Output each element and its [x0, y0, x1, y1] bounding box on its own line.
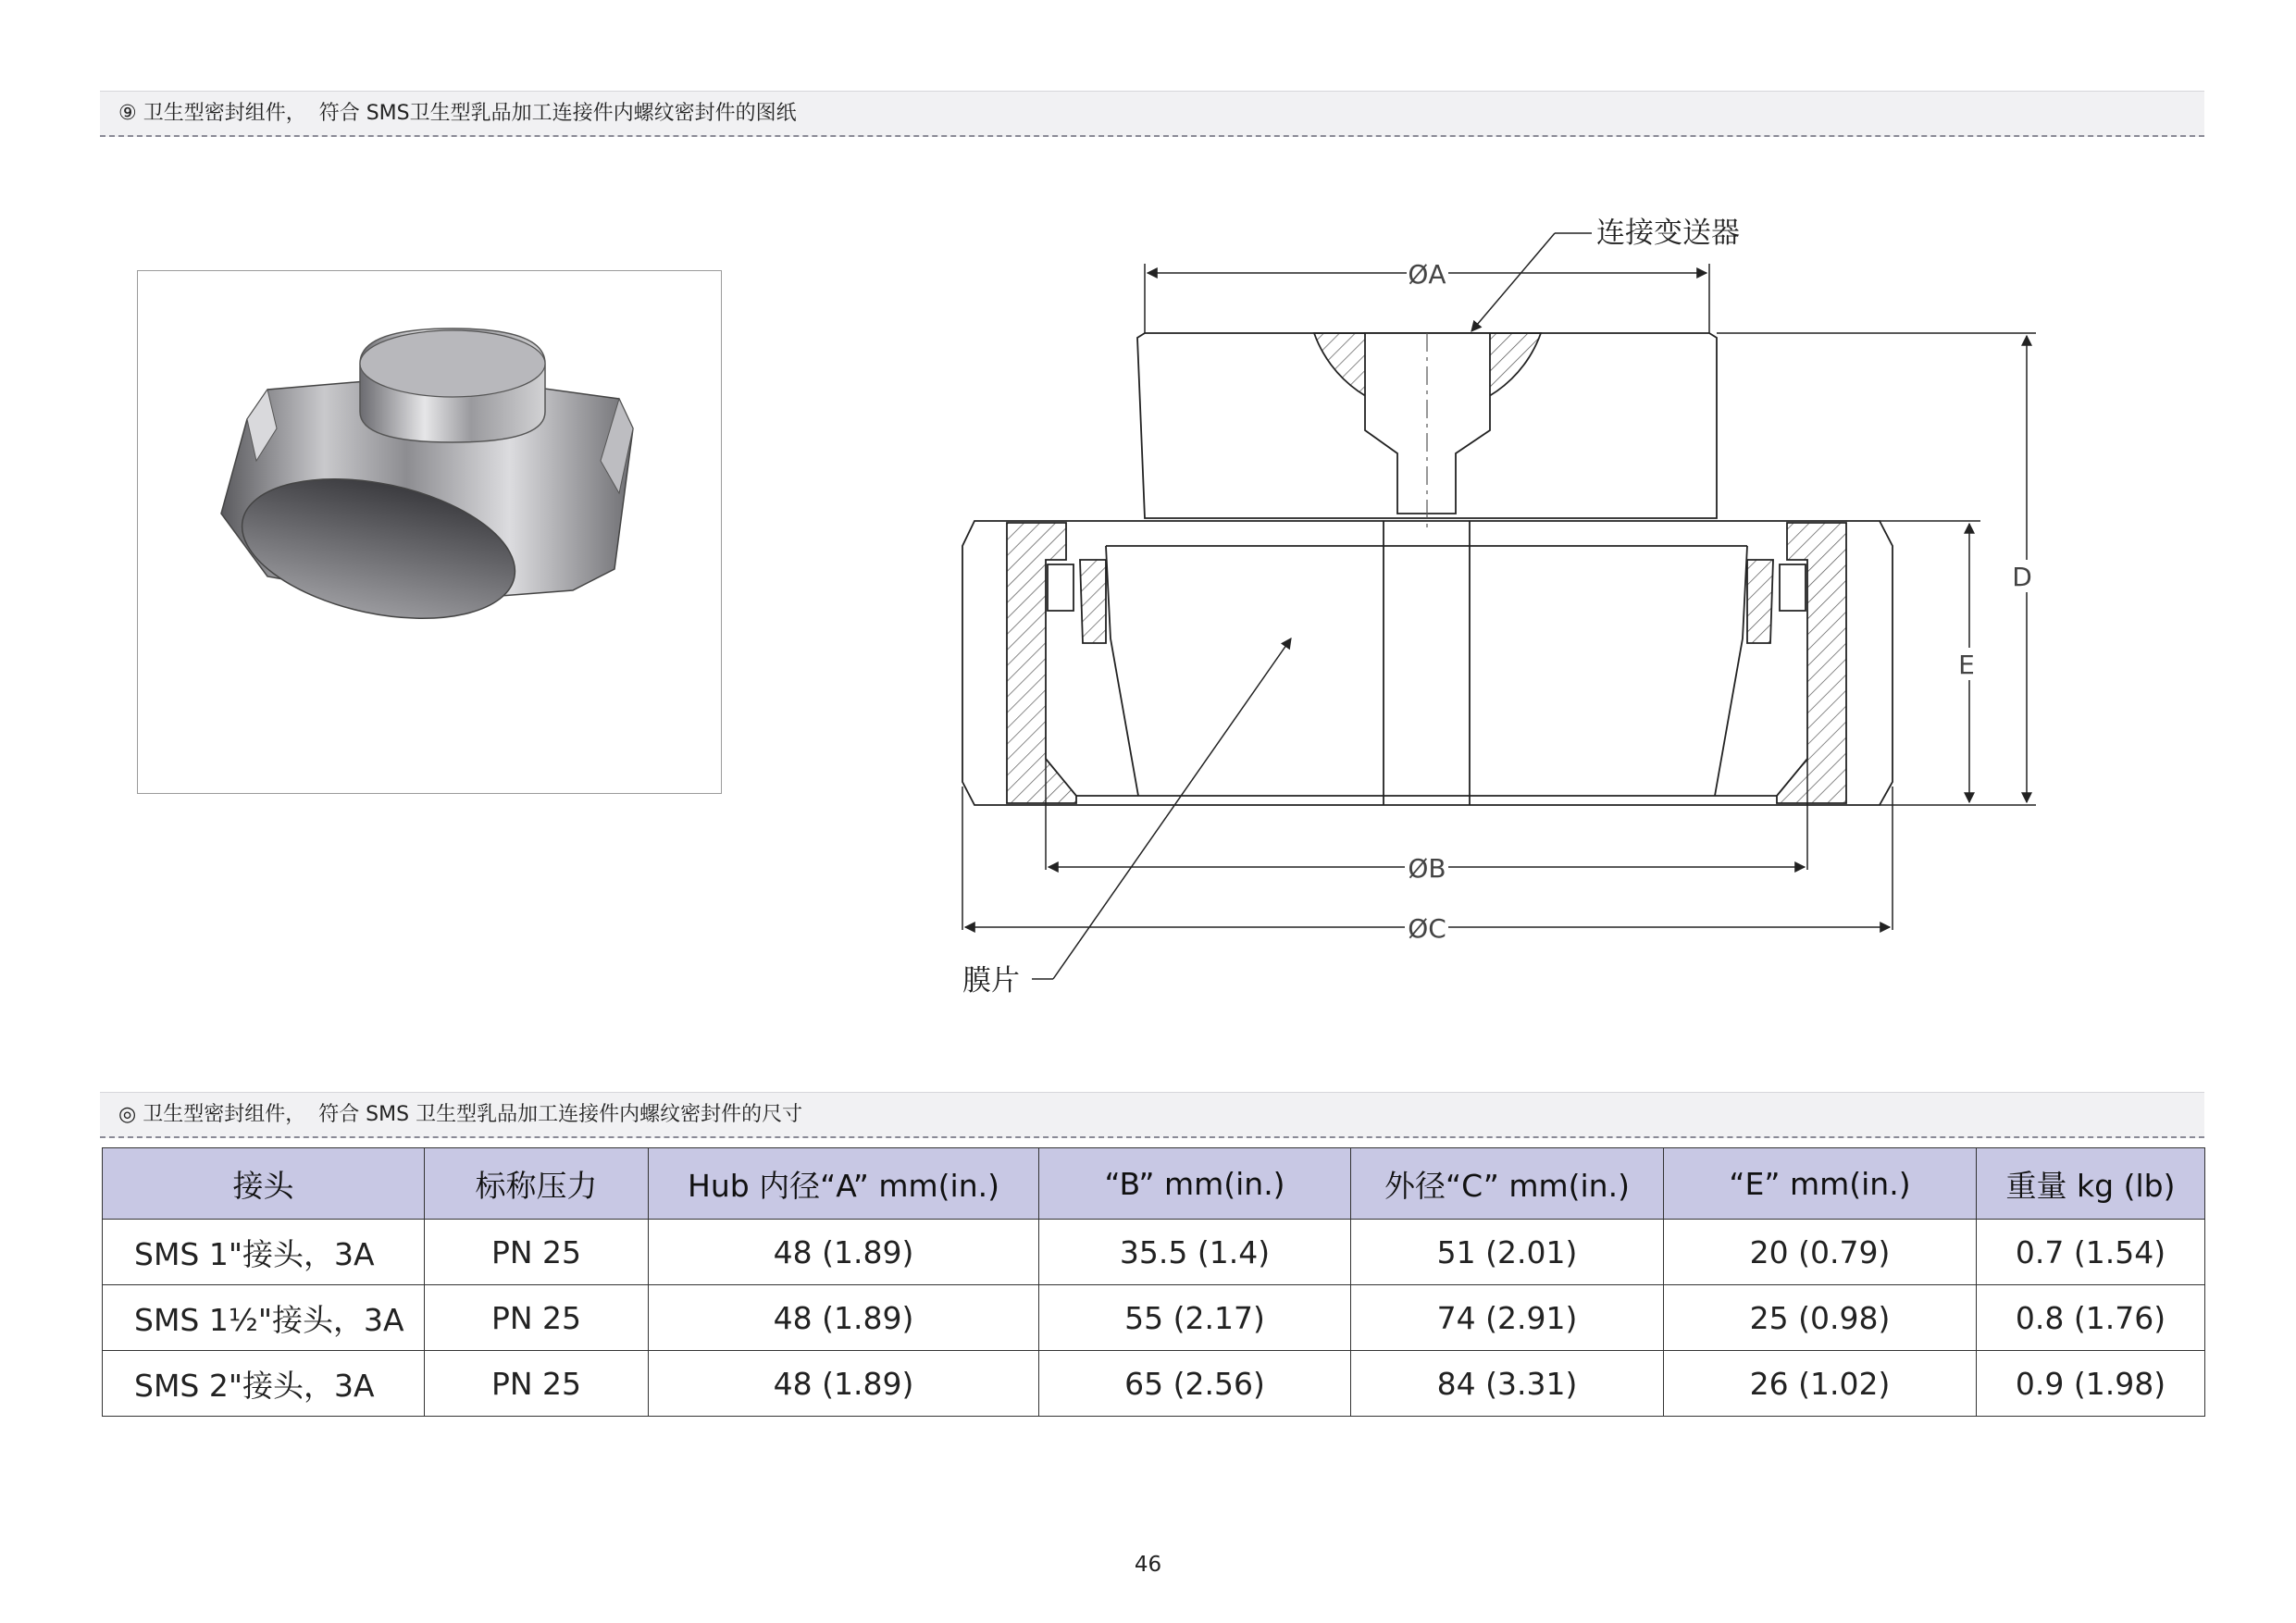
- header-weight: 重量 kg (lb): [1977, 1148, 2205, 1220]
- page-number: 46: [1134, 1553, 1162, 1577]
- table-cell: 84 (3.31): [1351, 1351, 1664, 1417]
- header-dimension-b: “B” mm(in.): [1039, 1148, 1351, 1220]
- table-cell: 51 (2.01): [1351, 1220, 1664, 1285]
- dim-b-label: ØB: [1408, 853, 1446, 884]
- dimensions-section-header: [100, 1092, 2204, 1138]
- table-cell: PN 25: [425, 1285, 649, 1351]
- table-cell: 65 (2.56): [1039, 1351, 1351, 1417]
- table-cell: 25 (0.98): [1664, 1285, 1977, 1351]
- table-row: [103, 1351, 2205, 1417]
- table-cell: 55 (2.17): [1039, 1285, 1351, 1351]
- product-photo: [137, 270, 722, 794]
- technical-drawing: [944, 194, 2091, 1009]
- table-cell: 0.7 (1.54): [1977, 1220, 2205, 1285]
- dim-c-label: ØC: [1408, 913, 1446, 944]
- table-cell: 20 (0.79): [1664, 1220, 1977, 1285]
- section-marker: ⑨: [118, 102, 137, 125]
- table-cell: SMS 2"接头，3A: [103, 1351, 425, 1417]
- table-cell: 48 (1.89): [649, 1285, 1039, 1351]
- table-row: [103, 1285, 2205, 1351]
- section-title: 卫生型密封组件， 符合 SMS 卫生型乳品加工连接件内螺纹密封件的尺寸: [143, 1103, 803, 1126]
- callout-transmitter: 连接变送器: [1596, 217, 1740, 250]
- table-header-row: [103, 1148, 2205, 1220]
- dim-e-label: E: [1958, 650, 1975, 680]
- header-outer-diameter-c: 外径“C” mm(in.): [1351, 1148, 1664, 1220]
- table-cell: SMS 1½"接头，3A: [103, 1285, 425, 1351]
- table-cell: 0.9 (1.98): [1977, 1351, 2205, 1417]
- table-cell: 48 (1.89): [649, 1351, 1039, 1417]
- table-row: [103, 1220, 2205, 1285]
- table-cell: SMS 1"接头，3A: [103, 1220, 425, 1285]
- dim-a-label: ØA: [1408, 259, 1446, 290]
- header-connection: 接头: [103, 1148, 425, 1220]
- table-cell: PN 25: [425, 1351, 649, 1417]
- section-marker: ◎: [118, 1103, 137, 1126]
- fitting-illustration: [138, 271, 723, 795]
- table-cell: 74 (2.91): [1351, 1285, 1664, 1351]
- callout-diaphragm: 膜片: [962, 964, 1020, 997]
- header-hub-inner-diameter-a: Hub 内径“A” mm(in.): [649, 1148, 1039, 1220]
- dimensions-table: [102, 1147, 2205, 1417]
- header-nominal-pressure: 标称压力: [425, 1148, 649, 1220]
- table-cell: 26 (1.02): [1664, 1351, 1977, 1417]
- table-cell: PN 25: [425, 1220, 649, 1285]
- section-title: 卫生型密封组件， 符合 SMS卫生型乳品加工连接件内螺纹密封件的图纸: [143, 102, 797, 125]
- table-cell: 35.5 (1.4): [1039, 1220, 1351, 1285]
- drawing-section-header: [100, 91, 2204, 137]
- table-cell: 0.8 (1.76): [1977, 1285, 2205, 1351]
- dim-d-label: D: [2012, 562, 2032, 592]
- table-cell: 48 (1.89): [649, 1220, 1039, 1285]
- header-dimension-e: “E” mm(in.): [1664, 1148, 1977, 1220]
